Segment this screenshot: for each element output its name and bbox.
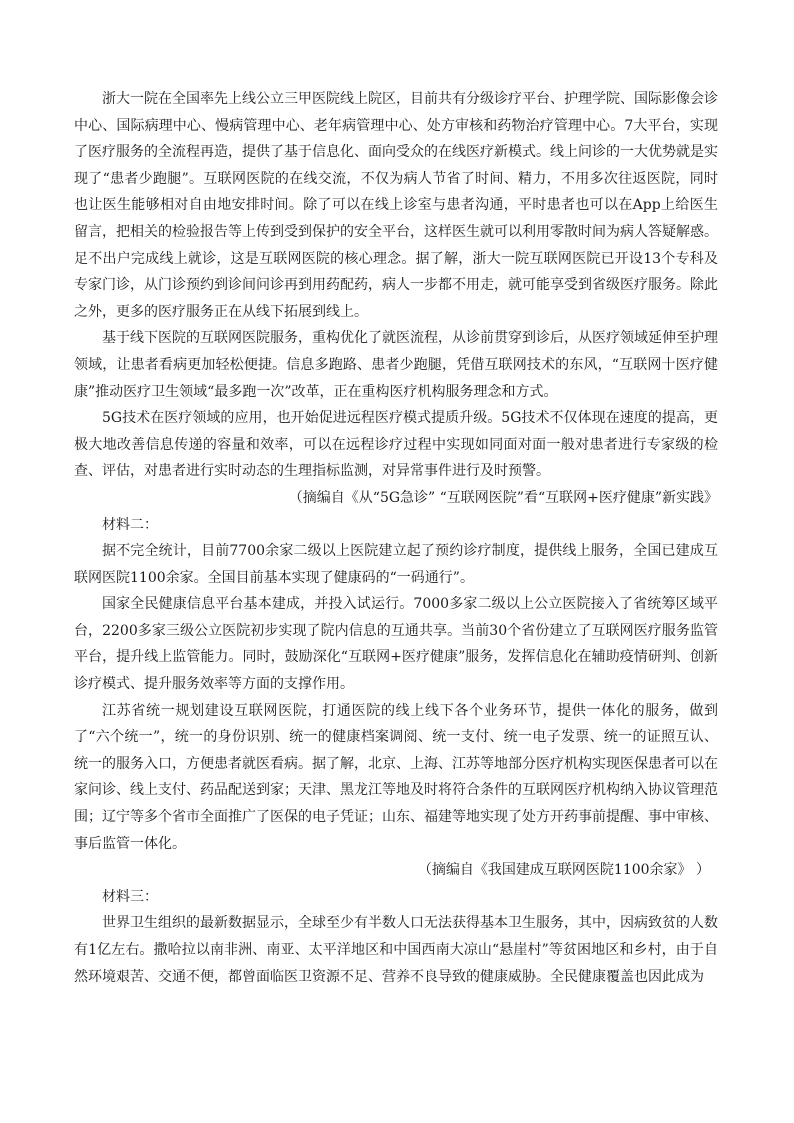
- section-heading: [74, 884, 718, 911]
- section-heading-text: 材料三：: [102, 888, 158, 905]
- section-heading: [74, 512, 718, 539]
- paragraph: 江苏省统一规划建设互联网医院，打通医院的线上线下各个业务环节，提供一体化的服务，做到了“六个统一”，统一的身份识别、统一的健康档案调阅、统一支付、统一电子发票、统一的证照互认、统一的服务入口，方便患者就医看病。据了解，北京、上海、江苏等地部分医疗机构实现医保患者可以在家问诊、线上支付、药品配送到家；天津、黑龙江等地及时将符合条件的互联网医疗机构纳入协议管理范围；辽宁等多个省市全面推广了医保的电子凭证；山东、福建等地实现了处方开药事前提醒、事中审核、事后监管一体化。: [74, 702, 718, 852]
- paragraph: 世界卫生组织的最新数据显示，全球至少有半数人口无法获得基本卫生服务，其中，因病致贫的人数有1亿左右。撒哈拉以南非洲、南亚、太平洋地区和中国西南大凉山“悬崖村”等贫困地区和乡村，由于自然环境艰苦、交通不便，都曾面临医卫资源不足、营养不良导致的健康威胁。全民健康覆盖也因此成为: [74, 915, 718, 985]
- paragraph: 基于线下医院的互联网医院服务，重构优化了就医流程，从诊前贯穿到诊后，从医疗领域延伸至护理领域，让患者看病更加轻松便捷。信息多跑路、患者少跑腿，凭借互联网技术的东风，“互联网十医疗健康”推动医疗卫生领域“最多跑一次”改革，正在重构医疗机构服务理念和方式。: [74, 330, 718, 400]
- paragraph: 据不完全统计，目前7700余家二级以上医院建立起了预约诊疗制度，提供线上服务，全国已建成互联网医院1100余家。全国目前基本实现了健康码的“一码通行”。: [74, 543, 718, 586]
- source-citation: （摘编自《我国建成互联网医院1100余家》 ）: [417, 862, 710, 879]
- paragraph: 5G技术在医疗领域的应用，也开始促进远程医疗模式提质升级。5G技术不仅体现在速度的提高，更极大地改善信息传递的容量和效率，可以在远程诊疗过程中实现如同面对面一般对患者进行专家级的检查、评估，对患者进行实时动态的生理指标监测，对异常事件进行及时预警。: [74, 410, 718, 480]
- paragraph: 浙大一院在全国率先上线公立三甲医院线上院区，目前共有分级诊疗平台、护理学院、国际影像会诊中心、国际病理中心、慢病管理中心、老年病管理中心、处方审核和药物治疗管理中心。7大平台，实现了医疗服务的全流程再造，提供了基于信息化、面向受众的在线医疗新模式。线上问诊的一大优势就是实现了“患者少跑腿”。互联网医院的在线交流，不仅为病人节省了时间、精力，不用多次往返医院，同时也让医生能够相对自由地安排时间。除了可以在线上诊室与患者沟通，平时患者也可以在App上给医生留言，把相关的检验报告等上传到受到保护的安全平台，这样医生就可以利用零散时间为病人答疑解惑。足不出户完成线上就诊，这是互联网医院的核心理念。据了解，浙大一院互联网医院已开设13个专科及专家门诊，从门诊预约到诊间问诊再到用药配药，病人一步都不用走，就可能享受到省级医疗服务。除此之外，更多的医疗服务正在从线下拓展到线上。: [74, 91, 718, 320]
- source-citation: （摘编自《从“5G急诊” “互联网医院”看“互联网+医疗健康”新实践》: [288, 489, 718, 506]
- section-heading-text: 材料二：: [102, 516, 158, 533]
- paragraph: 国家全民健康信息平台基本建成，并投入试运行。7000多家二级以上公立医院接入了省统筹区域平台，2200多家三级公立医院初步实现了院内信息的互通共享。当前30个省份建立了互联网医疗服务监管平台，提升线上监管能力。同时，鼓励深化“互联网+医疗健康”服务，发挥信息化在辅助疫情研判、创新诊疗模式、提升服务效率等方面的支撑作用。: [74, 596, 718, 693]
